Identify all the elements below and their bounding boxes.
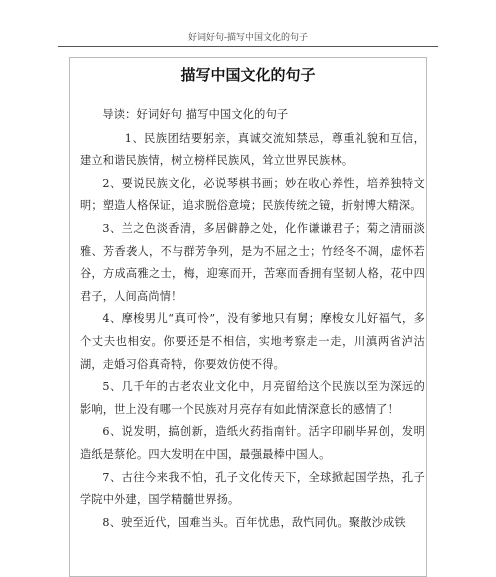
paragraph-4: 4、摩梭男儿“真可怜”，没有爹地只有舅；摩梭女儿好福气，多个丈夫也相安。你要还是不相信，实地考察走一走，川滇两省泸沽湖，走婚习俗真奇特，你要效仿使不得。: [80, 312, 425, 371]
paragraph-8: 8、驶至近代，国难当头。百年忧患，敌忾同仇。聚散沙成铁: [102, 515, 406, 529]
paragraph-7: 7、古往今来我不怕，孔子文化传天下，全球掀起国学热，孔子学院中外建，国学精髓世界扬。: [80, 470, 425, 507]
paragraph-3: 3、兰之色淡香清，多居僻静之处，化作谦谦君子；菊之清丽淡雅、芳香袭人，不与群芳争列，是为不屈之士；竹经冬不凋，虚怀若谷，方成高雅之士，梅，迎寒而开，苦寒而香拥有坚韧人格，花中四君子，人间高尚情！: [80, 221, 425, 303]
header-rule: [58, 46, 438, 47]
intro-paragraph: 导读：好词好句 描写中国文化的句子: [102, 108, 289, 121]
paragraph-2: 2、要说民族文化，必说琴棋书画；妙在收心养性，培养独特文明；塑造人格保证，追求脱俗意境；民族传统之镜，折射博大精深。: [80, 176, 425, 213]
paragraph-6: 6、说发明，搞创新，造纸火药指南针。活字印刷毕昇创，发明造纸是蔡伦。四大发明在中国，最强最棒中国人。: [80, 425, 425, 461]
paragraph-5: 5、几千年的古老农业文化中，月亮留给这个民族以至为深远的影响，世上没有哪一个民族对月亮存有如此情深意长的感情了！: [80, 380, 425, 416]
paragraph-1: 1、民族团结要躬亲，真诚交流知禁忌，尊重礼貌和互信，建立和谐民族情，树立榜样民族风，耸立世界民族林。: [80, 131, 425, 168]
running-header-text: 好词好句-描写中国文化的句子: [187, 33, 309, 43]
running-header: [0, 32, 496, 44]
document-body: [80, 104, 425, 534]
document-title: 描写中国文化的句子: [180, 66, 316, 84]
